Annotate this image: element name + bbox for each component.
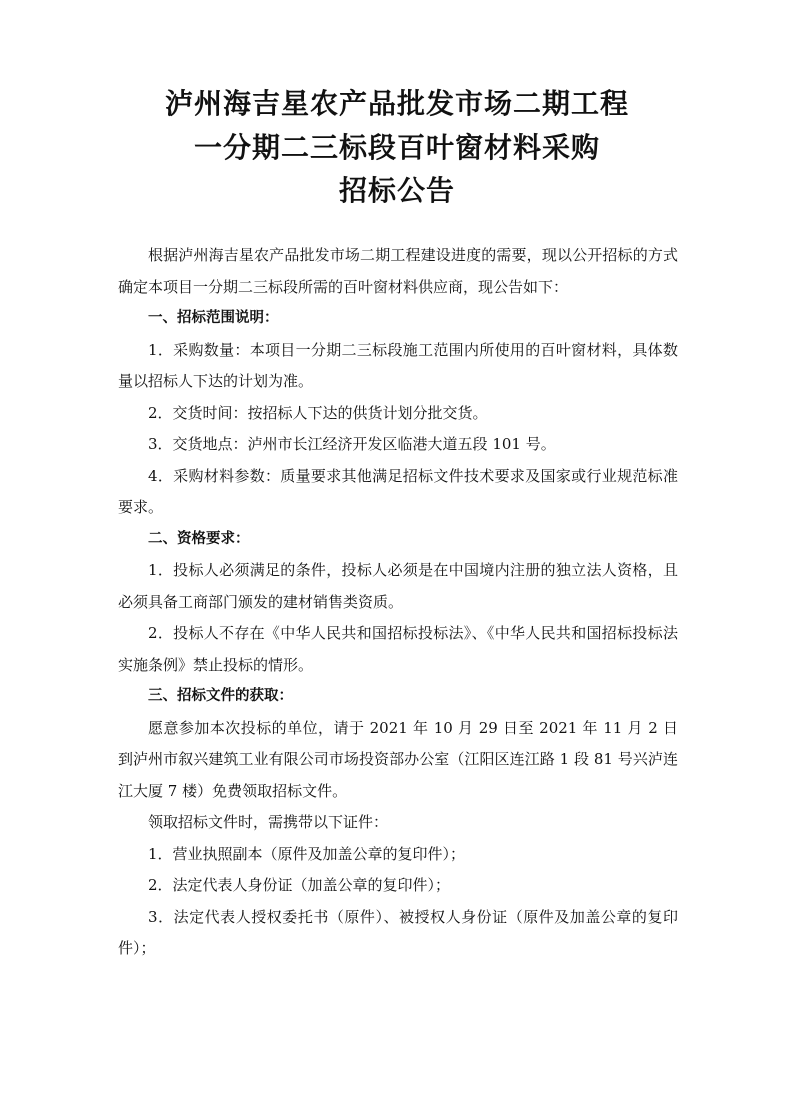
section-1-heading: 一、招标范围说明：	[148, 310, 279, 326]
section-3-paragraph: 愿意参加本次投标的单位，请于 2021 年 10 月 29 日至 2021 年 11 月 2 日到泸州市叙兴建筑工业有限公司市场投资部办公室（江阳区连江路 1 段 81 号兴泸连江大厦 7 楼）免费领取招标文件。	[118, 718, 678, 800]
title-line-3: 招标公告	[338, 174, 455, 207]
title-line-1: 泸州海吉星农产品批发市场二期工程	[164, 87, 629, 120]
section-3-heading: 三、招标文件的获取：	[148, 688, 293, 704]
documents-intro: 领取招标文件时，需携带以下证件：	[148, 813, 389, 831]
document-item: 1．营业执照副本（原件及加盖公章的复印件）；	[148, 844, 466, 863]
intro-paragraph: 根据泸州海吉星农产品批发市场二期工程建设进度的需要，现以公开招标的方式确定本项目一分期二三标段所需的百叶窗材料供应商，现公告如下：	[118, 246, 678, 296]
document-body	[118, 240, 678, 965]
section-1-item: 1．采购数量：本项目一分期二三标段施工范围内所使用的百叶窗材料，具体数量以招标人下达的计划为准。	[118, 340, 678, 390]
document-item: 3．法定代表人授权委托书（原件）、被授权人身份证（原件及加盖公章的复印件）；	[118, 907, 678, 957]
section-1-item: 4．采购材料参数：质量要求其他满足招标文件技术要求及国家或行业规范标准要求。	[118, 466, 678, 516]
section-1-item: 3．交货地点：泸州市长江经济开发区临港大道五段 101 号。	[148, 435, 556, 453]
section-2-heading: 二、资格要求：	[148, 530, 250, 547]
title-line-2: 一分期二三标段百叶窗材料采购	[193, 131, 600, 164]
document-item: 2．法定代表人身份证（加盖公章的复印件）；	[148, 876, 451, 894]
section-1-item: 2．交货时间：按招标人下达的供货计划分批交货。	[148, 403, 488, 422]
section-2-item: 2．投标人不存在《中华人民共和国招标投标法》、《中华人民共和国招标投标法实施条例》禁止投标的情形。	[118, 624, 678, 674]
section-2-item: 1．投标人必须满足的条件，投标人必须是在中国境内注册的独立法人资格，且必须具备工商部门颁发的建材销售类资质。	[118, 561, 678, 611]
